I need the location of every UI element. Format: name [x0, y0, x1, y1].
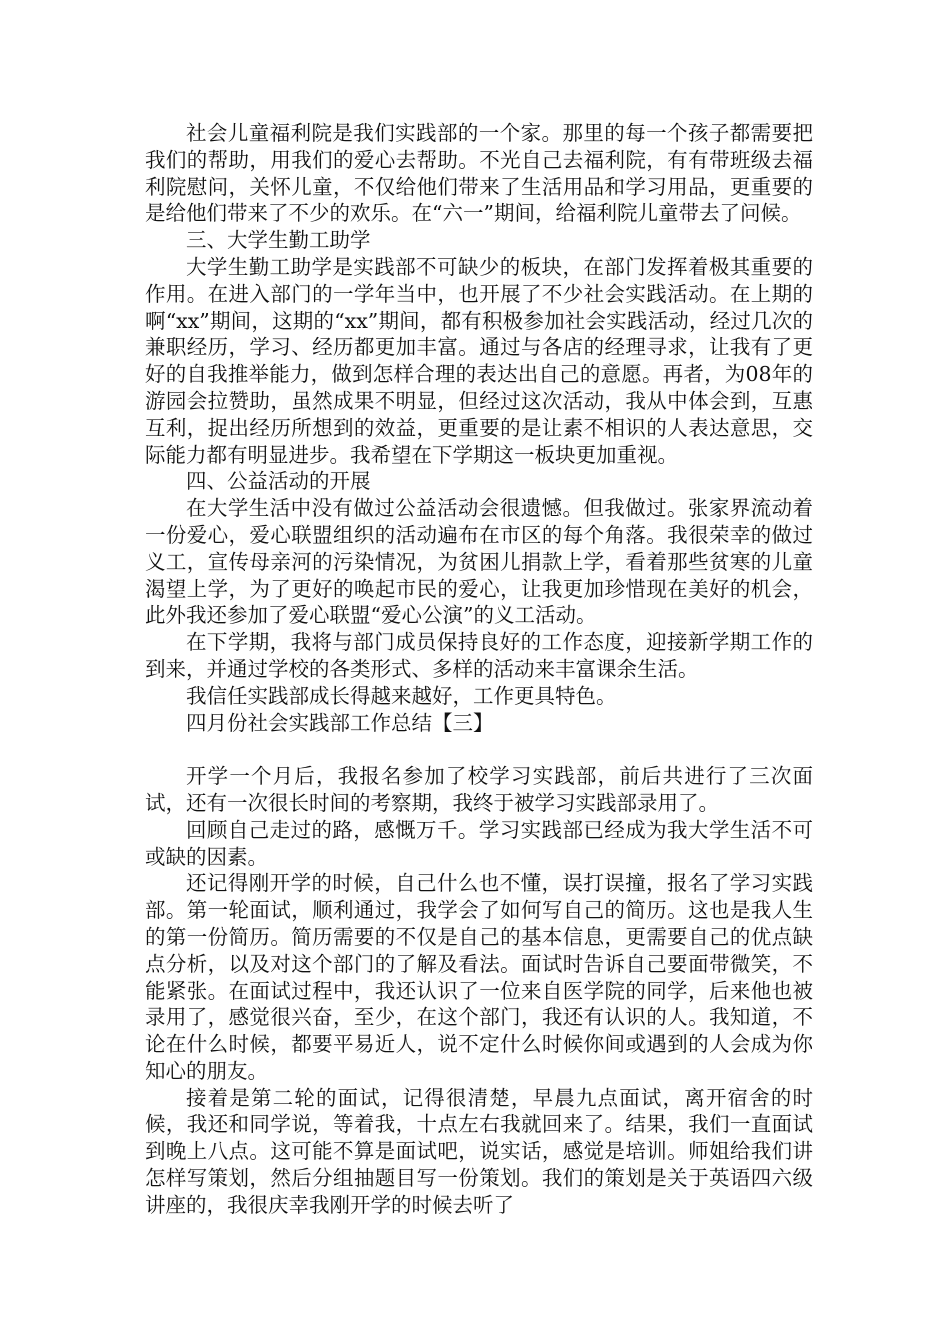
blank-line [145, 736, 813, 763]
paragraph-looking-back: 回顾自己走过的路，感慨万千。学习实践部已经成为我大学生活不可或缺的因素。 [145, 817, 813, 869]
document-page [145, 120, 813, 1219]
section-heading-public-welfare: 四、公益活动的开展 [186, 469, 371, 494]
section-heading-work-study: 三、大学生勤工助学 [186, 228, 371, 253]
paragraph-second-interview: 接着是第二轮的面试，记得很清楚，早晨九点面试，离开宿舍的时候，我还和同学说，等着我，十点左右我就回来了。结果，我们一直面试到晚上八点。这可能不算是面试吧，说实话，感觉是培训。师姐给我们讲怎样写策划，然后分组抽题目写一份策划。我们的策划是关于英语四六级讲座的，我很庆幸我刚开学的时候去听了 [145, 1085, 813, 1217]
paragraph-next-semester: 在下学期，我将与部门成员保持良好的工作态度，迎接新学期工作的到来，并通过学校的各类形式、多样的活动来丰富课余生活。 [145, 630, 813, 681]
section-title-summary-three: 四月份社会实践部工作总结【三】 [186, 710, 494, 735]
paragraph-trust: 我信任实践部成长得越来越好，工作更具特色。 [186, 683, 617, 708]
paragraph-work-study: 大学生勤工助学是实践部不可缺少的板块，在部门发挥着极其重要的作用。在进入部门的一学年当中，也开展了不少社会实践活动。在上期的啊“xx”期间，这期的“xx”期间，都有积极参加社会实践活动，经过几次的兼职经历，学习、经历都更加丰富。通过与各店的经理寻求，让我有了更好的自我推举能力，做到怎样合理的表达出自己的意愿。再者，为08年的游园会拉赞助，虽然成果不明显，但经过这次活动，我从中体会到，互惠互利，捉出经历所想到的效益，更重要的是让素不相识的人表达意思，交际能力都有明显进步。我希望在下学期这一板块更加重视。 [145, 254, 813, 467]
paragraph-welfare-home: 社会儿童福利院是我们实践部的一个家。那里的每一个孩子都需要把我们的帮助，用我们的爱心去帮助。不光自己去福利院，有有带班级去福利院慰问，关怀儿童，不仅给他们带来了生活用品和学习用品，更重要的是给他们带来了不少的欢乐。在“六一”期间，给福利院儿童带去了问候。 [145, 121, 813, 226]
paragraph-public-welfare: 在大学生活中没有做过公益活动会很遗憾。但我做过。张家界流动着一份爱心，爱心联盟组织的活动遍布在市区的每个角落。我很荣幸的做过义工，宣传母亲河的污染情况，为贫困儿捐款上学，看着那些贫寒的儿童渴望上学，为了更好的唤起市民的爱心，让我更加珍惜现在美好的机会，此外我还参加了爱心联盟“爱心公演”的义工活动。 [145, 496, 813, 628]
paragraph-joined-department: 开学一个月后，我报名参加了校学习实践部，前后共进行了三次面试，还有一次很长时间的考察期，我终于被学习实践部录用了。 [145, 764, 813, 815]
paragraph-first-interview: 还记得刚开学的时候，自己什么也不懂，误打误撞，报名了学习实践部。第一轮面试，顺利通过，我学会了如何写自己的简历。这也是我人生的第一份简历。简历需要的不仅是自己的基本信息，更需要自己的优点缺点分析，以及对这个部门的了解及看法。面试时告诉自己要面带微笑，不能紧张。在面试过程中，我还认识了一位来自医学院的同学，后来他也被录用了，感觉很兴奋，至少，在这个部门，我还有认识的人。我知道，不论在什么时候，都要平易近人，说不定什么时候你间或遇到的人会成为你知心的朋友。 [145, 871, 813, 1083]
